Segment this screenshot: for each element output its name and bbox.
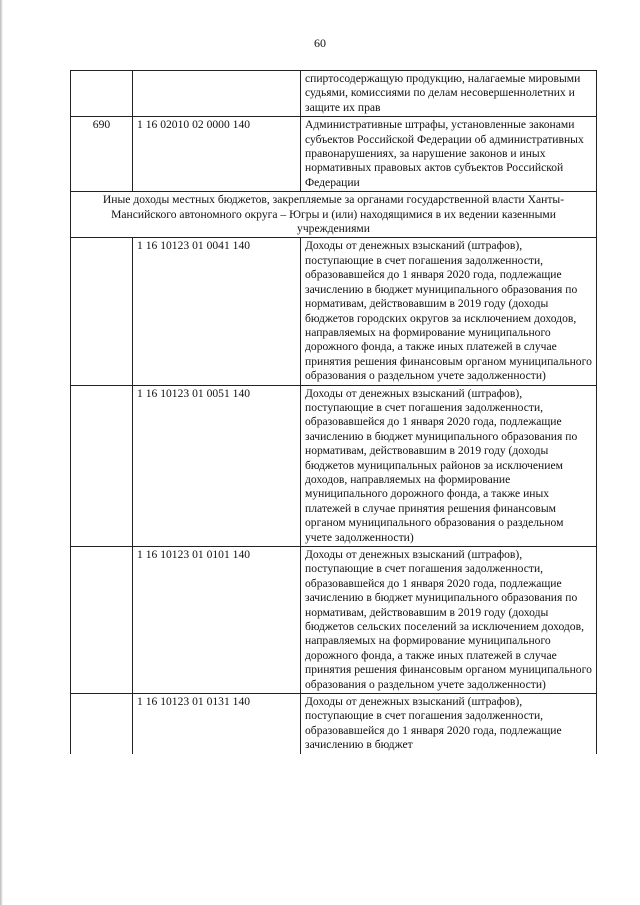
admin-code-cell — [71, 385, 133, 546]
page-edge-shadow — [0, 0, 3, 905]
section-heading: Иные доходы местных бюджетов, закрепляемые за органами государственной власти Ханты-Мансийского автономного округа – Югры и (или) находящимися в их ведении казенными учреждениями — [71, 192, 597, 238]
table-row — [71, 117, 597, 192]
section-heading-row — [71, 192, 597, 238]
revenue-code-cell: 1 16 10123 01 0051 140 — [133, 385, 301, 546]
revenue-code-cell: 1 16 10123 01 0101 140 — [133, 547, 301, 694]
table-row — [71, 547, 597, 694]
revenue-code-cell — [133, 71, 301, 117]
admin-code-cell — [71, 694, 133, 754]
revenue-description-cell: Доходы от денежных взысканий (штрафов), поступающие в счет погашения задолженности, образовавшейся до 1 января 2020 года, подлежащие зачислению в бюджет муниципального образования по нормативам, действовавшим в 2019 году (доходы бюджетов муниципальных районов за исключением доходов, направляемых на формирование муниципального дорожного фонда, а также иных платежей в случае принятия решения финансовым органом муниципального образования о раздельном учете задолженности) — [301, 385, 597, 546]
table-row — [71, 71, 597, 117]
revenue-description-cell: спиртосодержащую продукцию, налагаемые мировыми судьями, комиссиями по делам несовершеннолетних и защите их прав — [301, 71, 597, 117]
admin-code-cell: 690 — [71, 117, 133, 192]
admin-code-cell — [71, 238, 133, 385]
revenue-code-cell: 1 16 02010 02 0000 140 — [133, 117, 301, 192]
revenue-description-cell: Доходы от денежных взысканий (штрафов), поступающие в счет погашения задолженности, образовавшейся до 1 января 2020 года, подлежащие зачислению в бюджет муниципального образования по нормативам, действовавшим в 2019 году (доходы бюджетов сельских поселений за исключением доходов, направляемых на формирование муниципального дорожного фонда, а также иных платежей в случае принятия решения финансовым органом муниципального образования о раздельном учете задолженности) — [301, 547, 597, 694]
table-row — [71, 238, 597, 385]
revenue-description-cell: Административные штрафы, установленные законами субъектов Российской Федерации об административных правонарушениях, за нарушение законов и иных нормативных правовых актов субъектов Российской Федерации — [301, 117, 597, 192]
table-row — [71, 385, 597, 546]
admin-code-cell — [71, 547, 133, 694]
revenue-description-cell: Доходы от денежных взысканий (штрафов), поступающие в счет погашения задолженности, образовавшейся до 1 января 2020 года, подлежащие зачислению в бюджет муниципального образования по нормативам, действовавшим в 2019 году (доходы бюджетов городских округов за исключением доходов, направляемых на формирование муниципального дорожного фонда, а также иных платежей в случае принятия решения финансовым органом муниципального образования о раздельном учете задолженности) — [301, 238, 597, 385]
admin-code-cell — [71, 71, 133, 117]
revenue-codes-table — [70, 70, 597, 754]
revenue-code-cell: 1 16 10123 01 0131 140 — [133, 694, 301, 754]
revenue-code-cell: 1 16 10123 01 0041 140 — [133, 238, 301, 385]
table-row — [71, 694, 597, 754]
page-number: 60 — [314, 36, 326, 50]
revenue-description-cell: Доходы от денежных взысканий (штрафов), поступающие в счет погашения задолженности, образовавшейся до 1 января 2020 года, подлежащие зачислению в бюджет — [301, 694, 597, 754]
